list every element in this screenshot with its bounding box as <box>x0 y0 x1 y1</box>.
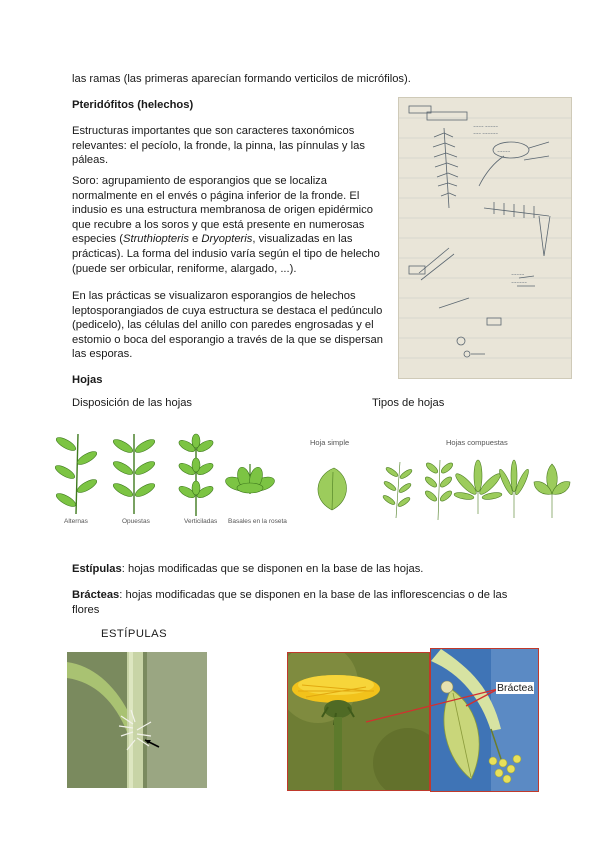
section-heading-hojas: Hojas <box>72 374 103 386</box>
bracteas-definition <box>72 588 532 617</box>
estipulas-term: Estípulas <box>72 563 122 575</box>
svg-text:~~~~~: ~~~~~ <box>511 272 525 277</box>
estipulas-caption: ESTÍPULAS <box>101 628 168 640</box>
paragraph-esporangios: En las prácticas se visualizaron esporangios de helechos leptosporangiados de cuya estructura se destaca el pedúnculo (pedicelo), las células del anillo con paredes engrosadas y el estomio o boca del esporangio a través de la que se dispersan las esporas. <box>72 290 383 361</box>
fern-sketch-image <box>398 97 572 379</box>
soro-text-b: e <box>188 233 202 246</box>
label-hoja-simple: Hoja simple <box>310 438 350 447</box>
paragraph-estructuras: Estructuras importantes que son caracteres taxonómicos relevantes: el pecíolo, la fronde, la pinna, las pínnulas y las páleas. <box>72 125 365 167</box>
bractea-label: Bráctea <box>497 682 534 694</box>
svg-text:~~~ ~~~~~~: ~~~ ~~~~~~ <box>473 131 498 136</box>
section-heading-pteridofitos: Pteridófitos (helechos) <box>72 99 194 111</box>
subheading-disposicion: Disposición de las hojas <box>72 397 193 409</box>
paragraph-soro <box>72 174 380 276</box>
leaf-types-figure <box>300 432 580 528</box>
label-alternas: Alternas <box>64 518 88 525</box>
svg-text:~~~~ ~~~~~: ~~~~ ~~~~~ <box>473 124 498 129</box>
estipulas-def: : hojas modificadas que se disponen en la base de las hojas. <box>121 563 424 575</box>
label-basales: Basales en la roseta <box>228 518 287 525</box>
label-opuestas: Opuestas <box>122 518 150 525</box>
svg-text:~~~~~~: ~~~~~~ <box>511 280 527 285</box>
species-dryopteris: Dryopteris <box>201 233 253 246</box>
label-verticiladas: Verticiladas <box>184 518 218 525</box>
estipulas-definition <box>72 562 423 577</box>
bracteas-def: : hojas modificadas que se disponen en la base de las inflorescencias o de las flores <box>72 589 508 616</box>
subheading-tipos: Tipos de hojas <box>372 397 445 409</box>
bracteas-term: Brácteas <box>72 589 120 601</box>
estipulas-photo-drawing <box>67 652 207 788</box>
soro-text-a: Soro: agrupamiento de esporangios que se localiza normalmente en el envés o página inferior de la fronde. El indusio es una estructura membranosa de origen epidérmico que recubre a los soros y que está presente en numerosas especies ( <box>72 175 373 246</box>
leaf-arrangement-figure <box>44 424 287 528</box>
estipulas-photo <box>67 652 207 788</box>
bractea-pointer-lines <box>340 680 500 730</box>
species-struthiopteris: Struthiopteris <box>123 233 189 246</box>
fern-sketch-drawing <box>399 98 571 378</box>
label-hojas-compuestas: Hojas compuestas <box>446 438 508 447</box>
soro-text-c: , visualizadas en las prácticas). La forma del indusio varía según el tipo de helecho (puede ser orbicular, reniforme, alargado, ...). <box>72 233 380 275</box>
leaf-arrangement-drawing <box>44 424 280 528</box>
svg-text:~~~~~: ~~~~~ <box>497 149 511 154</box>
intro-line: las ramas (las primeras aparecían formando verticilos de micrófilos). <box>72 73 411 85</box>
